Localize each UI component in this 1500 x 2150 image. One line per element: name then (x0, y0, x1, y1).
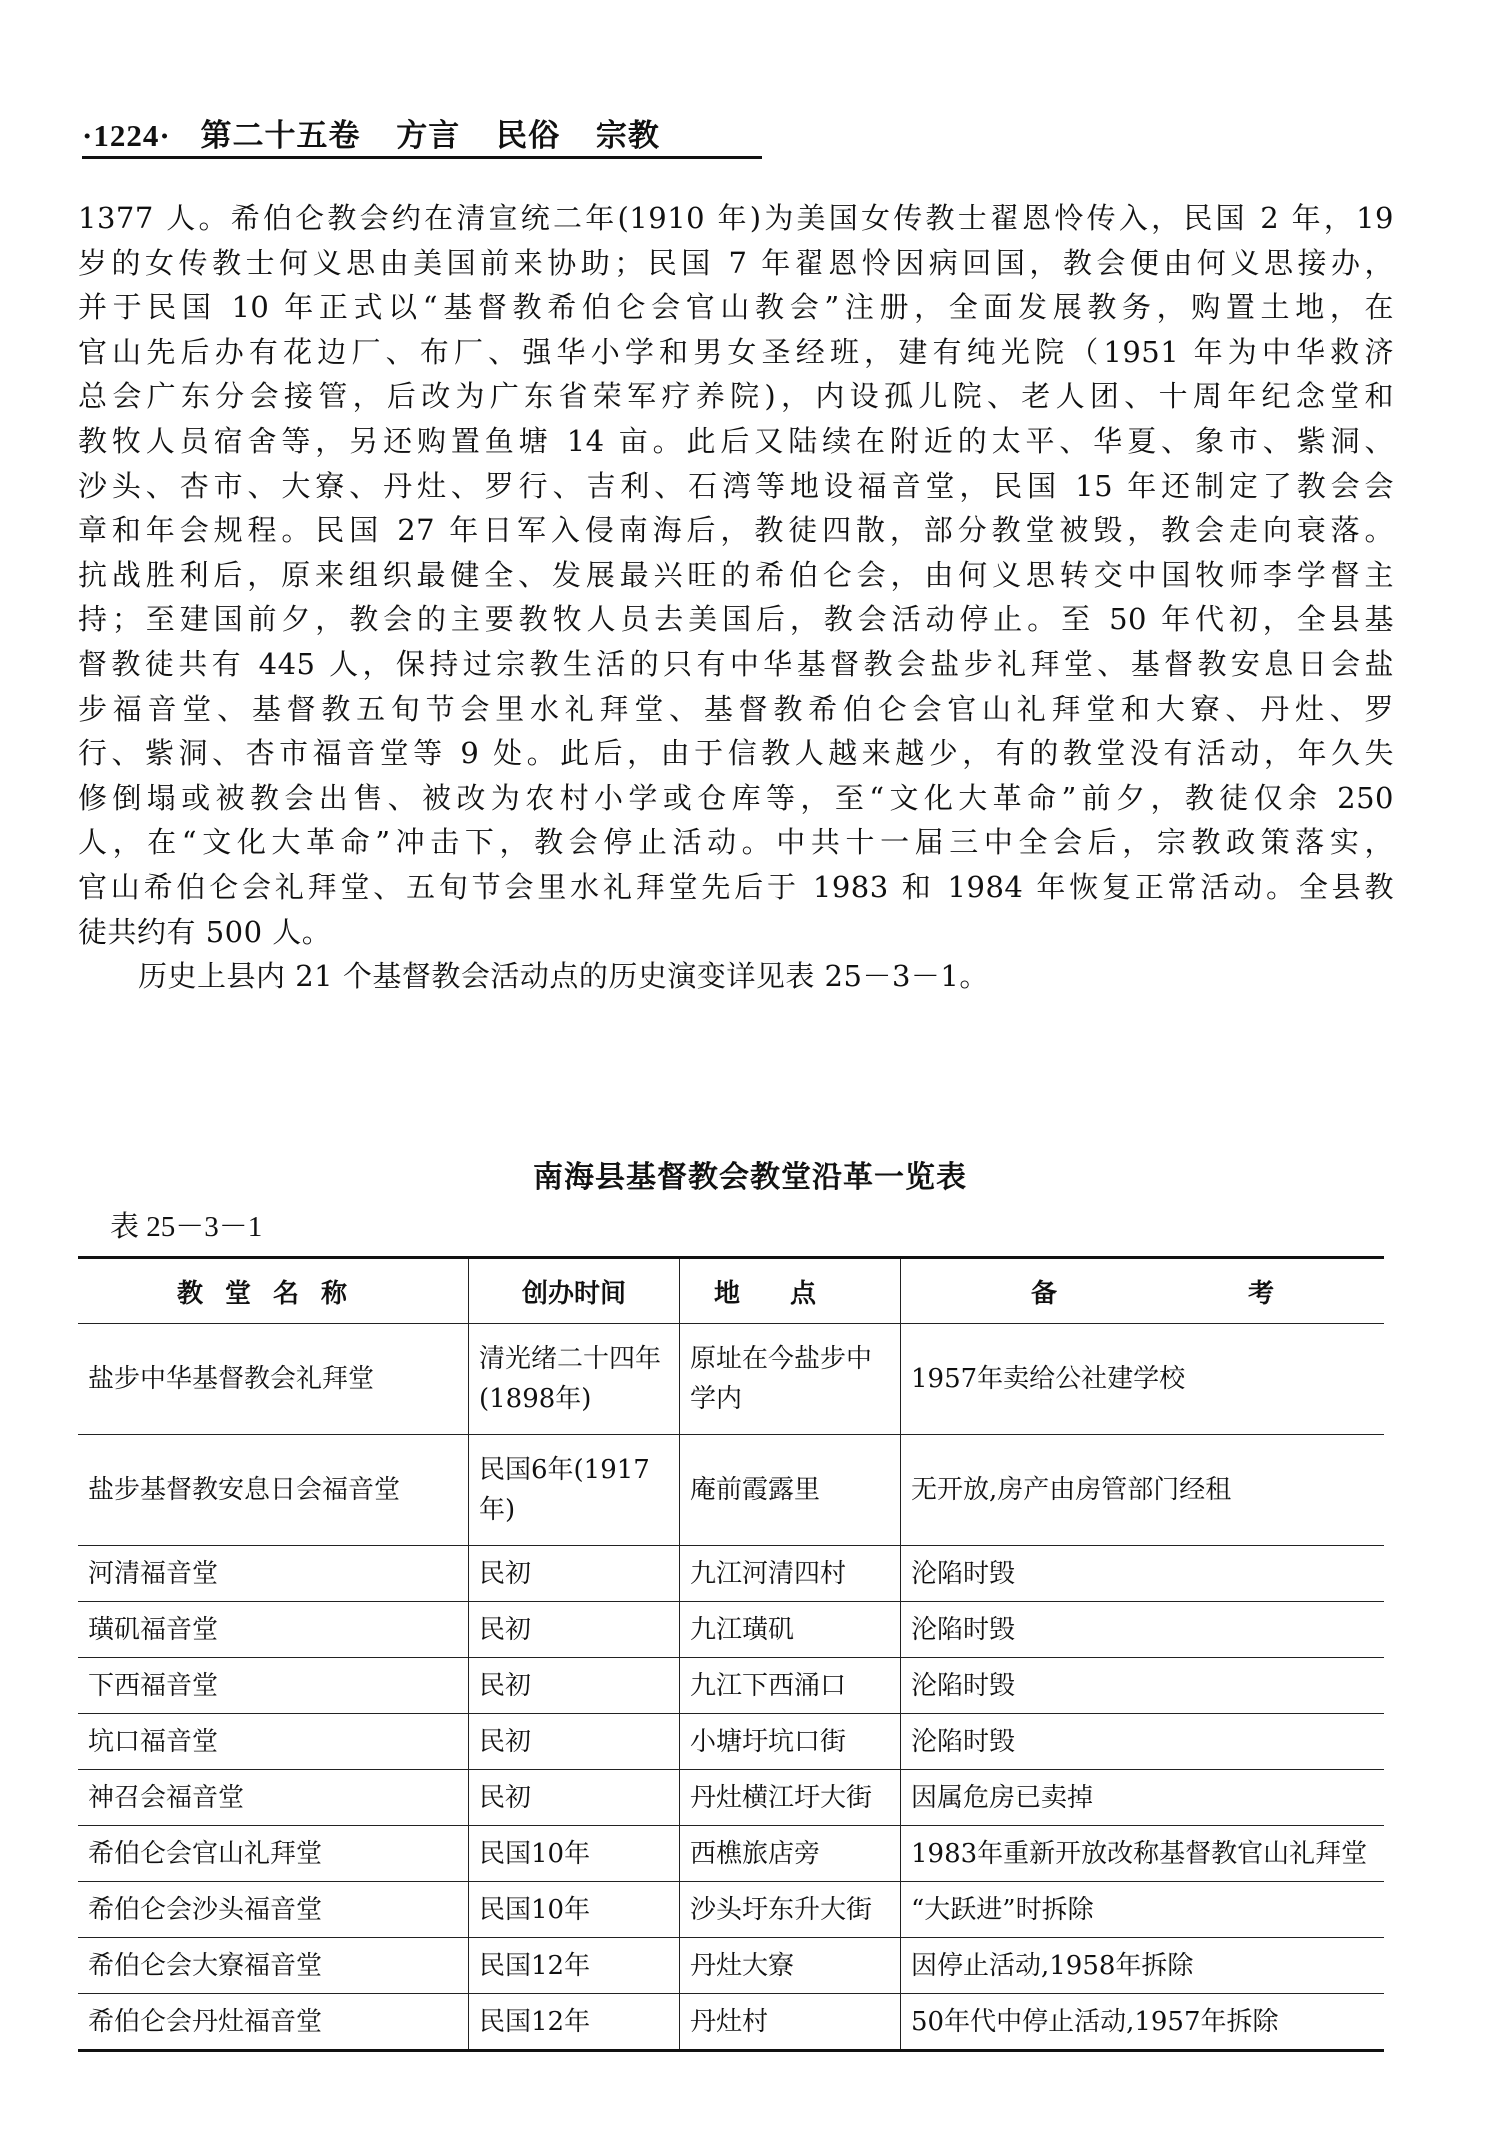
cell-place: 西樵旅店旁 (680, 1826, 901, 1882)
cell-name: 希伯仑会沙头福音堂 (78, 1882, 469, 1938)
text-line: 教牧人员宿舍等，另还购置鱼塘 14 亩。此后又陆续在附近的太平、华夏、象市、紫洞、 (78, 423, 1394, 458)
table-label: 表 25－3－1 (110, 1211, 263, 1243)
table-title: 南海县基督教会教堂沿革一览表 (533, 1160, 967, 1195)
table-row (78, 1658, 1384, 1714)
cell-founded: 民国12年 (469, 1994, 680, 2051)
text-line: 官山希伯仑会礼拜堂、五旬节会里水礼拜堂先后于 1983 和 1984 年恢复正常活动。全县教 (78, 869, 1394, 904)
text-line: 沙头、杏市、大寮、丹灶、罗行、吉利、石湾等地设福音堂，民国 15 年还制定了教会会 (78, 468, 1394, 503)
cell-note: 沦陷时毁 (901, 1714, 1385, 1770)
table-row (78, 1324, 1384, 1435)
cell-note: 沦陷时毁 (901, 1602, 1385, 1658)
text-line: 官山先后办有花边厂、布厂、强华小学和男女圣经班，建有纯光院（1951 年为中华救济 (78, 334, 1394, 369)
table-row (78, 1435, 1384, 1546)
text-line: 督教徒共有 445 人，保持过宗教生活的只有中华基督教会盐步礼拜堂、基督教安息日会盐 (78, 646, 1394, 681)
cell-name: 希伯仑会丹灶福音堂 (78, 1994, 469, 2051)
header-founded: 创办时间 (469, 1258, 680, 1324)
page-number: ·1224· (82, 118, 171, 153)
table-row (78, 1546, 1384, 1602)
cell-name: 璜矶福音堂 (78, 1602, 469, 1658)
cell-note: 无开放,房产由房管部门经租 (901, 1435, 1385, 1546)
header-note-right: 考 (1247, 1278, 1274, 1309)
volume-title: 第二十五卷 (200, 118, 361, 154)
text-line: 1377 人。希伯仑教会约在清宣统二年(1910 年)为美国女传教士翟恩怜传入，民国 2 年，19 (78, 201, 1394, 235)
header-name: 教堂名称 (78, 1258, 469, 1324)
table-row (78, 1994, 1384, 2051)
table-row (78, 1714, 1384, 1770)
text-line: 步福音堂、基督教五旬节会里水礼拜堂、基督教希伯仑会官山礼拜堂和大寮、丹灶、罗 (78, 691, 1394, 726)
cell-founded: 民初 (469, 1770, 680, 1826)
header-note (901, 1258, 1385, 1324)
cell-name: 盐步中华基督教会礼拜堂 (78, 1324, 469, 1435)
cell-place: 丹灶横江圩大街 (680, 1770, 901, 1826)
cell-name: 盐步基督教安息日会福音堂 (78, 1435, 469, 1546)
text-line: 行、紫洞、杏市福音堂等 9 处。此后，由于信教人越来越少，有的教堂没有活动，年久失 (78, 736, 1394, 771)
cell-founded: 清光绪二十四年(1898年) (469, 1324, 680, 1435)
text-line: 岁的女传教士何义思由美国前来协助；民国 7 年翟恩怜因病回国，教会便由何义思接办， (78, 245, 1394, 280)
cell-founded: 民初 (469, 1714, 680, 1770)
cell-place: 九江河清四村 (680, 1546, 901, 1602)
cell-name: 坑口福音堂 (78, 1714, 469, 1770)
cell-founded: 民国6年(1917年) (469, 1435, 680, 1546)
table-row (78, 1826, 1384, 1882)
text-line: 章和年会规程。民国 27 年日军入侵南海后，教徒四散，部分教堂被毁，教会走向衰落。 (78, 513, 1394, 548)
cell-place: 庵前霞露里 (680, 1435, 901, 1546)
body-text (78, 196, 1394, 999)
cell-note: “大跃进”时拆除 (901, 1882, 1385, 1938)
cell-place: 原址在今盐步中学内 (680, 1324, 901, 1435)
cell-note: 沦陷时毁 (901, 1546, 1385, 1602)
table-row (78, 1602, 1384, 1658)
cell-place: 九江下西涌口 (680, 1658, 901, 1714)
table-row (78, 1770, 1384, 1826)
cell-note: 1957年卖给公社建学校 (901, 1324, 1385, 1435)
text-line: 徒共约有 500 人。 (78, 914, 332, 949)
cell-name: 希伯仑会官山礼拜堂 (78, 1826, 469, 1882)
cell-name: 下西福音堂 (78, 1658, 469, 1714)
cell-note: 1983年重新开放改称基督教官山礼拜堂 (901, 1826, 1385, 1882)
header-rule (82, 156, 762, 159)
topic-customs: 民俗 (496, 118, 561, 154)
cell-note: 因停止活动,1958年拆除 (901, 1938, 1385, 1994)
text-line: 人，在“文化大革命”冲击下，教会停止活动。中共十一届三中全会后，宗教政策落实， (78, 825, 1394, 860)
paragraph-1 (78, 196, 1394, 954)
topic-dialect: 方言 (396, 118, 461, 154)
header-place: 地点 (680, 1258, 901, 1324)
text-line: 持；至建国前夕，教会的主要教牧人员去美国后，教会活动停止。至 50 年代初，全县基 (78, 602, 1394, 637)
cell-name: 神召会福音堂 (78, 1770, 469, 1826)
cell-founded: 民国10年 (469, 1826, 680, 1882)
text-line: 并于民国 10 年正式以“基督教希伯仑会官山教会”注册，全面发展教务，购置土地，在 (78, 290, 1394, 325)
running-header (82, 110, 762, 155)
cell-note: 因属危房已卖掉 (901, 1770, 1385, 1826)
topic-religion: 宗教 (595, 118, 660, 154)
cell-place: 小塘圩坑口街 (680, 1714, 901, 1770)
text-line: 总会广东分会接管，后改为广东省荣军疗养院)，内设孤儿院、老人团、十周年纪念堂和 (78, 379, 1394, 414)
cell-place: 九江璜矶 (680, 1602, 901, 1658)
cell-place: 丹灶村 (680, 1994, 901, 2051)
cell-note: 50年代中停止活动,1957年拆除 (901, 1994, 1385, 2051)
cell-place: 丹灶大寮 (680, 1938, 901, 1994)
cell-place: 沙头圩东升大街 (680, 1882, 901, 1938)
cell-name: 河清福音堂 (78, 1546, 469, 1602)
cell-founded: 民国10年 (469, 1882, 680, 1938)
text-line: 抗战胜利后，原来组织最健全、发展最兴旺的希伯仑会，由何义思转交中国牧师李学督主 (78, 557, 1394, 592)
paragraph-2: 历史上县内 21 个基督教会活动点的历史演变详见表 25－3－1。 (138, 959, 989, 994)
table-row (78, 1882, 1384, 1938)
text-line: 修倒塌或被教会出售、被改为农村小学或仓库等，至“文化大革命”前夕，教徒仅余 250 (78, 780, 1394, 815)
header-note-left: 备 (1031, 1278, 1058, 1309)
cell-founded: 民初 (469, 1546, 680, 1602)
cell-note: 沦陷时毁 (901, 1658, 1385, 1714)
cell-founded: 民初 (469, 1602, 680, 1658)
table-row (78, 1938, 1384, 1994)
cell-founded: 民国12年 (469, 1938, 680, 1994)
cell-name: 希伯仑会大寮福音堂 (78, 1938, 469, 1994)
church-history-table (78, 1256, 1384, 2052)
cell-founded: 民初 (469, 1658, 680, 1714)
table-header-row (78, 1258, 1384, 1324)
